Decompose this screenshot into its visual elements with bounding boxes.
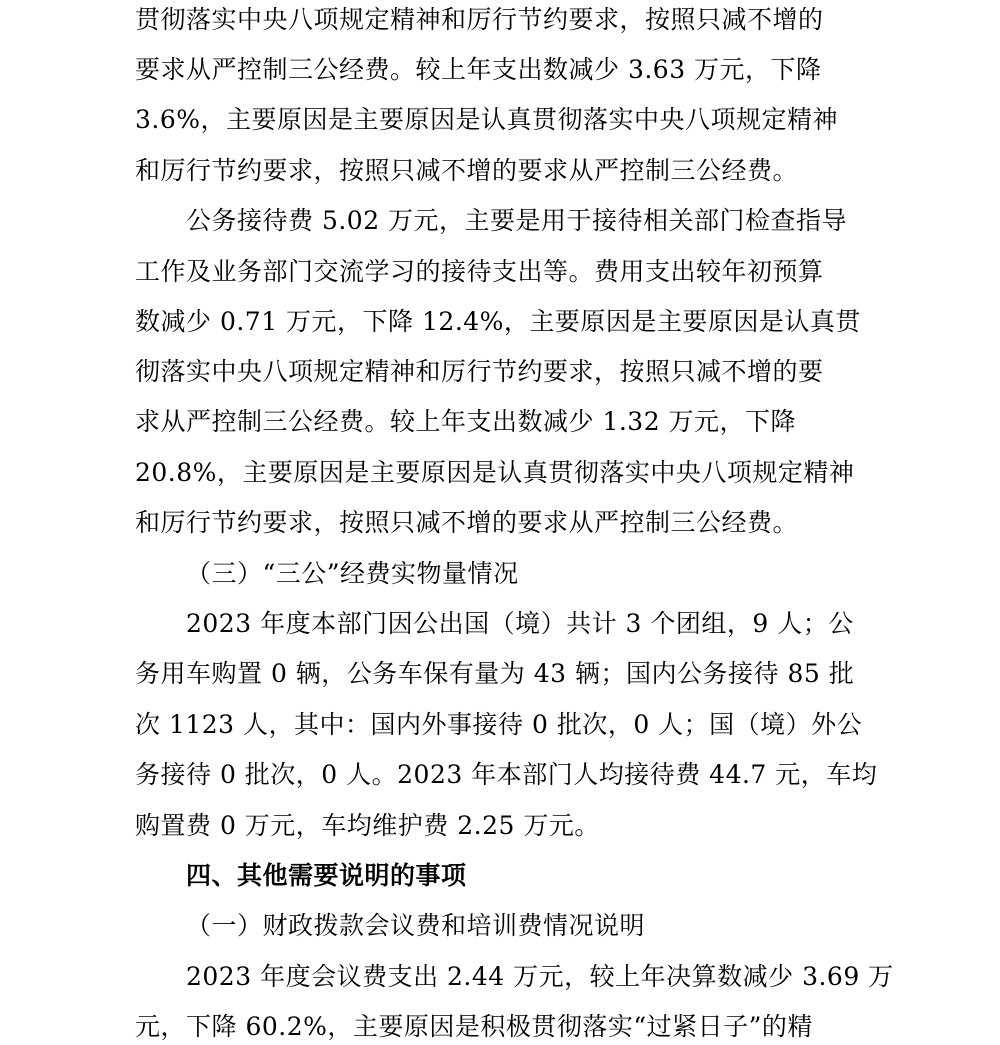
paragraph-line: 2023 年度本部门因公出国（境）共计 3 个团组，9 人；公 — [186, 609, 854, 638]
paragraph-line: 工作及业务部门交流学习的接待支出等。费用支出较年初预算 — [135, 257, 824, 286]
paragraph-line: 2023 年度会议费支出 2.44 万元，较上年决算数减少 3.69 万 — [186, 962, 894, 991]
paragraph-line: 彻落实中央八项规定精神和厉行节约要求，按照只减不增的要 — [135, 357, 824, 386]
paragraph-line: 购置费 0 万元，车均维护费 2.25 万元。 — [135, 811, 600, 840]
paragraph-line: 贯彻落实中央八项规定精神和厉行节约要求，按照只减不增的 — [135, 5, 824, 34]
paragraph-line: 求从严控制三公经费。较上年支出数减少 1.32 万元，下降 — [135, 407, 797, 436]
paragraph-line: 务接待 0 批次，0 人。2023 年本部门人均接待费 44.7 元，车均 — [135, 760, 878, 789]
paragraph-line: 务用车购置 0 辆，公务车保有量为 43 辆；国内公务接待 85 批 — [135, 659, 855, 688]
paragraph-line: 元，下降 60.2%，主要原因是积极贯彻落实“过紧日子”的精 — [135, 1012, 813, 1041]
paragraph-line: 次 1123 人，其中：国内外事接待 0 批次，0 人；国（境）外公 — [135, 710, 863, 739]
paragraph-line: 公务接待费 5.02 万元，主要是用于接待相关部门检查指导 — [186, 206, 848, 235]
subsection-heading: （一）财政拨款会议费和培训费情况说明 — [186, 911, 646, 940]
paragraph-line: 和厉行节约要求，按照只减不增的要求从严控制三公经费。 — [135, 156, 799, 185]
subsection-heading: （三）“三公”经费实物量情况 — [186, 559, 519, 588]
paragraph-line: 数减少 0.71 万元，下降 12.4%，主要原因是主要原因是认真贯 — [135, 307, 861, 336]
section-heading: 四、其他需要说明的事项 — [186, 861, 467, 890]
paragraph-line: 和厉行节约要求，按照只减不增的要求从严控制三公经费。 — [135, 508, 799, 537]
paragraph-line: 要求从严控制三公经费。较上年支出数减少 3.63 万元，下降 — [135, 55, 822, 84]
paragraph-line: 3.6%，主要原因是主要原因是认真贯彻落实中央八项规定精神 — [135, 105, 839, 134]
paragraph-line: 20.8%，主要原因是主要原因是认真贯彻落实中央八项规定精神 — [135, 458, 855, 487]
